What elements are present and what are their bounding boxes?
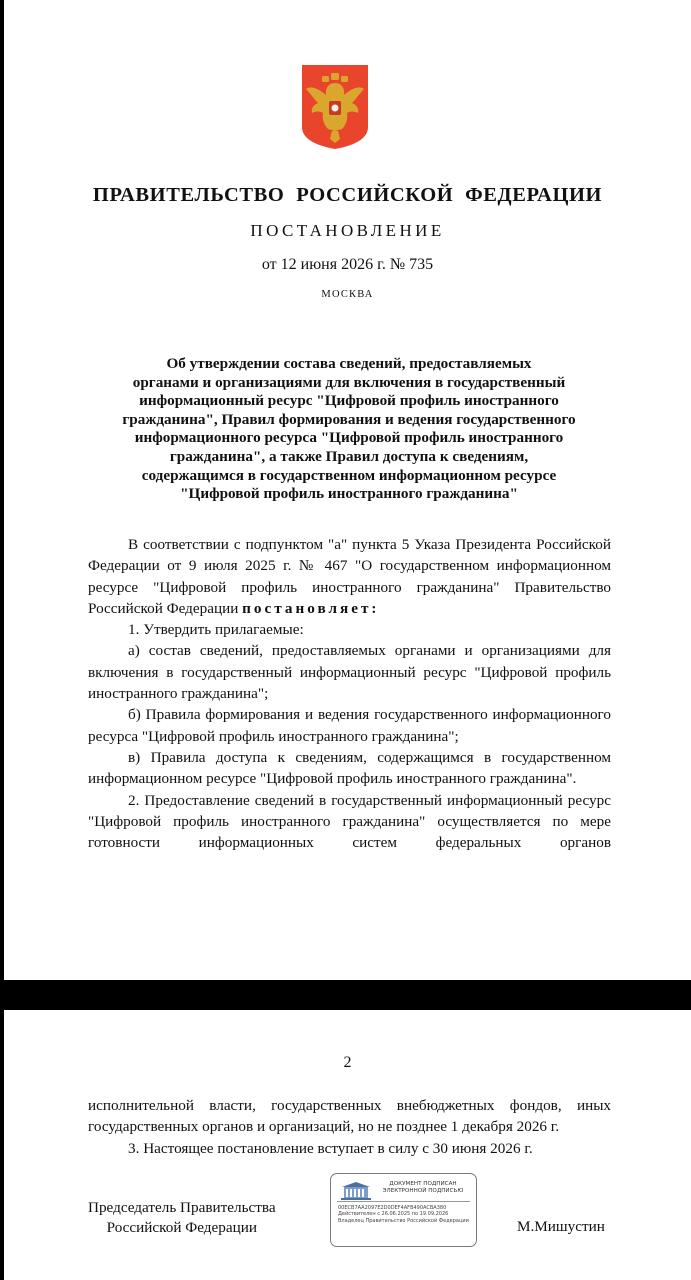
- stamp-owner: Владелец Правительство Российской Федерации: [338, 1217, 469, 1224]
- item-1a: а) состав сведений, предоставляемых органами и организациями для включения в государственный информационный ресурс "Цифровой профиль иностранного гражданина";: [88, 642, 611, 703]
- document-page-2: [4, 1010, 691, 1280]
- document-date-number: от 12 июня 2026 г. № 735: [261, 256, 434, 273]
- subject-line: информационный ресурс "Цифровой профиль иностранного: [139, 392, 559, 410]
- document-body: [88, 534, 611, 853]
- coat-of-arms-icon: [302, 65, 368, 149]
- document-subject: [94, 355, 604, 504]
- stamp-validity: Действителен с 26.06.2025 по 19.09.2026: [338, 1211, 449, 1218]
- subject-line: содержащимся в государственном информационном ресурсе: [141, 466, 557, 484]
- item-1b: б) Правила формирования и ведения государственного информационного ресурса "Цифровой профиль иностранного гражданина";: [88, 706, 611, 745]
- item-2-end: исполнительной власти, государственных внебюджетных фондов, иных государственных органов и организаций, но не позднее 1 декабря 2026 г.: [88, 1097, 611, 1136]
- document-city: МОСКВА: [321, 289, 374, 300]
- signer-title-line: Российской Федерации: [106, 1219, 257, 1236]
- stamp-header: ДОКУМЕНТ ПОДПИСАН ЭЛЕКТРОННОЙ ПОДПИСЬЮ: [382, 1181, 464, 1194]
- subject-line: "Цифровой профиль иностранного гражданина": [180, 485, 518, 503]
- document-page-1: [4, 0, 691, 980]
- item-3: 3. Настоящее постановление вступает в силу с 30 июня 2026 г.: [128, 1139, 533, 1157]
- stamp-divider: [337, 1201, 470, 1202]
- page-number: 2: [343, 1054, 352, 1071]
- preamble-text: В соответствии с подпунктом "а" пункта 5 Указа Президента Российской Федерации от 9 июля 2025 г. № 467 "О государственном информационном ресурсе "Цифровой профиль иностранного гражданина" Правительство Российской Федерации: [88, 536, 611, 617]
- subject-line: гражданина", а также Правил доступа к сведениям,: [169, 447, 529, 465]
- signer-title: [88, 1198, 276, 1238]
- subject-line: Об утверждении состава сведений, предоставляемых: [166, 355, 532, 372]
- item-2-start: 2. Предоставление сведений в государственный информационный ресурс "Цифровой профиль иностранного гражданина" осуществляется по мере готовности информационных систем федеральных органов: [88, 791, 611, 852]
- stamp-certificate: 00ECB7AA2097E2D0DEF4AFB490ACBA380: [338, 1205, 447, 1211]
- signer-title-line: Председатель Правительства: [88, 1199, 276, 1216]
- subject-line: информационного ресурса "Цифровой профиль иностранного: [134, 429, 564, 447]
- government-title: ПРАВИТЕЛЬСТВО РОССИЙСКОЙ ФЕДЕРАЦИИ: [92, 184, 603, 206]
- item-1c: в) Правила доступа к сведениям, содержащимся в государственном информационном ресурсе "Цифровой профиль иностранного гражданина".: [88, 748, 611, 788]
- subject-line: органами и организациями для включения в государственный: [132, 373, 566, 391]
- preamble-paragraph: [88, 534, 611, 619]
- government-building-icon: [340, 1181, 372, 1201]
- document-type: ПОСТАНОВЛЕНИЕ: [250, 221, 445, 240]
- subject-line: гражданина", Правил формирования и ведения государственного: [122, 410, 576, 428]
- stamp-details: [338, 1205, 470, 1224]
- signer-name: М.Мишустин: [517, 1218, 605, 1235]
- document-body-continued: [88, 1095, 611, 1159]
- item-1: 1. Утвердить прилагаемые:: [128, 621, 304, 639]
- electronic-signature-stamp: [330, 1173, 477, 1247]
- decree-word: постановляет:: [242, 599, 380, 617]
